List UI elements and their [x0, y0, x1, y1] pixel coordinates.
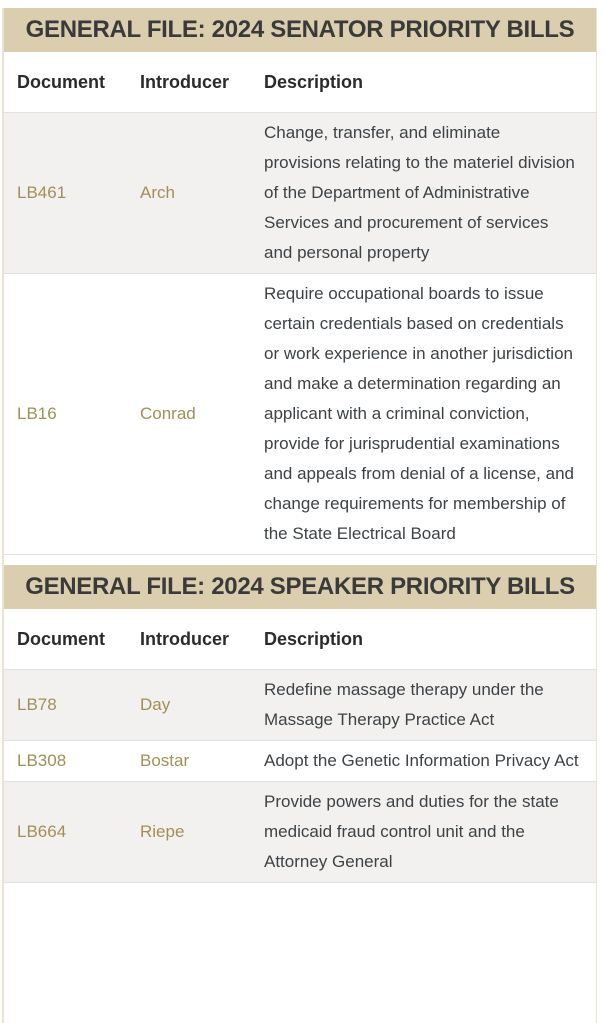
bill-introducer-link[interactable]: Bostar: [140, 751, 190, 770]
bill-document-link[interactable]: LB461: [17, 183, 67, 202]
column-header-description: Description: [251, 52, 596, 113]
senator-priority-bills-table: [4, 52, 596, 555]
table-row: [4, 741, 596, 782]
table-header-row: [4, 609, 596, 670]
table-row: [4, 274, 596, 555]
bill-description: Change, transfer, and eliminate provisions relating to the materiel division of the Department of Administrative Services and procurement of services and personal property: [251, 113, 596, 274]
bill-description: Adopt the Genetic Information Privacy Act: [251, 741, 596, 782]
section-title: GENERAL FILE: 2024 SPEAKER PRIORITY BILLS: [4, 565, 596, 609]
section-title: GENERAL FILE: 2024 SENATOR PRIORITY BILLS: [4, 8, 596, 52]
bill-introducer-link[interactable]: Riepe: [140, 822, 185, 841]
column-header-document: Document: [4, 52, 127, 113]
table-row: [4, 670, 596, 741]
column-header-description: Description: [251, 609, 596, 670]
bill-introducer-link[interactable]: Arch: [140, 183, 175, 202]
bill-document-link[interactable]: LB308: [17, 751, 67, 770]
bill-description: Require occupational boards to issue certain credentials based on credentials or work experience in another jurisdiction and make a determination regarding an applicant with a criminal conviction, provide for jurisprudential examinations and appeals from denial of a license, and change requirements for membership of the State Electrical Board: [251, 274, 596, 555]
bill-description: Provide powers and duties for the state medicaid fraud control unit and the Attorney General: [251, 782, 596, 883]
bill-description: Redefine massage therapy under the Massage Therapy Practice Act: [251, 670, 596, 741]
speaker-priority-bills-table: [4, 609, 596, 883]
bill-introducer-link[interactable]: Day: [140, 695, 171, 714]
section-speaker-priority-bills: [4, 565, 596, 883]
bill-document-link[interactable]: LB78: [17, 695, 57, 714]
column-header-introducer: Introducer: [127, 609, 251, 670]
partial-next-row: [4, 883, 596, 923]
section-senator-priority-bills: [4, 8, 596, 555]
bills-content-container: [2, 8, 597, 1023]
bill-document-link[interactable]: LB16: [17, 404, 57, 423]
bill-introducer-link[interactable]: Conrad: [140, 404, 196, 423]
table-row: [4, 782, 596, 883]
column-header-introducer: Introducer: [127, 52, 251, 113]
table-header-row: [4, 52, 596, 113]
column-header-document: Document: [4, 609, 127, 670]
table-row: [4, 113, 596, 274]
bill-document-link[interactable]: LB664: [17, 822, 67, 841]
